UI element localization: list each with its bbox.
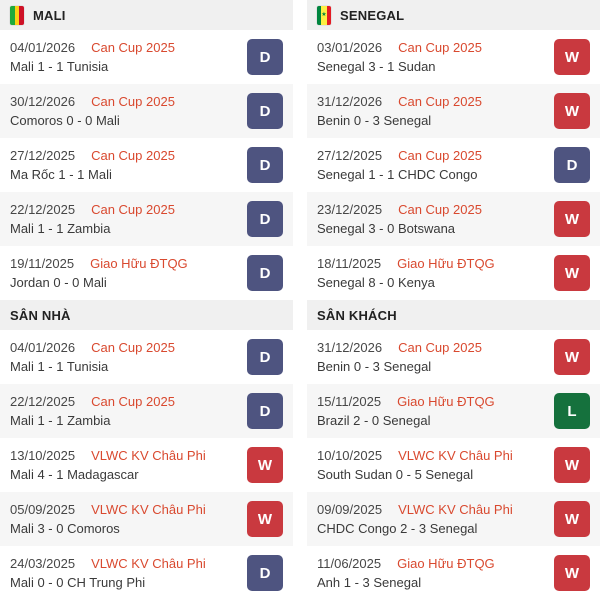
match-score: Comoros 0 - 0 Mali: [10, 113, 120, 128]
result-badge: W: [554, 555, 590, 591]
competition-label[interactable]: Can Cup 2025: [398, 340, 482, 355]
match-date: 15/11/2025: [317, 394, 382, 409]
match-score: Senegal 3 - 0 Botswana: [317, 221, 456, 236]
mali-flag-icon: [10, 6, 24, 25]
match-date: 27/12/2025: [10, 148, 76, 163]
section-header-label: SÂN KHÁCH: [317, 307, 397, 323]
match-score: Mali 3 - 0 Comoros: [10, 521, 120, 536]
result-badge: D: [554, 147, 590, 183]
competition-label[interactable]: Can Cup 2025: [398, 94, 482, 109]
result-badge: L: [554, 393, 590, 429]
competition-label[interactable]: Can Cup 2025: [398, 202, 482, 217]
match-info: [317, 202, 554, 236]
competition-label[interactable]: VLWC KV Châu Phi: [91, 556, 206, 571]
competition-label[interactable]: VLWC KV Châu Phi: [91, 502, 206, 517]
match-row[interactable]: [307, 384, 600, 438]
match-row[interactable]: [307, 192, 600, 246]
section-header-home: [0, 300, 293, 330]
senegal-recent-list: [307, 30, 600, 300]
mali-recent-list: [0, 30, 293, 300]
flag-stripe: [19, 6, 24, 25]
match-info: [10, 394, 247, 428]
match-info: [10, 148, 247, 182]
match-date: 04/01/2026: [10, 340, 76, 355]
match-score: Anh 1 - 3 Senegal: [317, 575, 422, 590]
senegal-column: [307, 0, 600, 600]
flag-star: ★: [321, 12, 327, 18]
match-score: Senegal 1 - 1 CHDC Congo: [317, 167, 478, 182]
match-score: Brazil 2 - 0 Senegal: [317, 413, 431, 428]
match-row[interactable]: [0, 246, 293, 300]
match-date: 13/10/2025: [10, 448, 76, 463]
result-badge: D: [247, 147, 283, 183]
competition-label[interactable]: Can Cup 2025: [91, 40, 175, 55]
competition-label[interactable]: VLWC KV Châu Phi: [91, 448, 206, 463]
match-info: [317, 556, 554, 590]
match-date: 19/11/2025: [10, 256, 75, 271]
match-score: Mali 1 - 1 Tunisia: [10, 59, 109, 74]
match-date: 11/06/2025: [317, 556, 382, 571]
match-info: [10, 256, 247, 290]
team-header-mali: [0, 0, 293, 30]
match-score: Benin 0 - 3 Senegal: [317, 359, 432, 374]
result-badge: W: [554, 201, 590, 237]
team-header-senegal: [307, 0, 600, 30]
match-row[interactable]: [0, 546, 293, 600]
competition-label[interactable]: Can Cup 2025: [91, 148, 175, 163]
match-info: [317, 40, 554, 74]
match-row[interactable]: [307, 546, 600, 600]
match-score: Mali 1 - 1 Tunisia: [10, 359, 109, 374]
result-badge: W: [554, 447, 590, 483]
match-info: [10, 448, 247, 482]
match-date: 31/12/2026: [317, 94, 383, 109]
match-score: Senegal 3 - 1 Sudan: [317, 59, 436, 74]
competition-label[interactable]: Giao Hữu ĐTQG: [397, 256, 495, 271]
match-info: [317, 340, 554, 374]
mali-column: [0, 0, 293, 600]
match-score: CHDC Congo 2 - 3 Senegal: [317, 521, 478, 536]
match-row[interactable]: [307, 330, 600, 384]
competition-label[interactable]: Can Cup 2025: [398, 148, 482, 163]
match-row[interactable]: [307, 246, 600, 300]
match-row[interactable]: [0, 330, 293, 384]
competition-label[interactable]: Can Cup 2025: [91, 94, 175, 109]
match-row[interactable]: [0, 492, 293, 546]
match-score: Mali 1 - 1 Zambia: [10, 221, 111, 236]
match-row[interactable]: [0, 30, 293, 84]
result-badge: D: [247, 201, 283, 237]
match-date: 05/09/2025: [10, 502, 76, 517]
match-date: 22/12/2025: [10, 202, 76, 217]
match-date: 31/12/2026: [317, 340, 383, 355]
senegal-away-list: [307, 330, 600, 600]
section-header-away: [307, 300, 600, 330]
match-row[interactable]: [0, 438, 293, 492]
match-info: [317, 94, 554, 128]
team-name: MALI: [33, 7, 66, 23]
match-score: Benin 0 - 3 Senegal: [317, 113, 432, 128]
match-date: 03/01/2026: [317, 40, 383, 55]
result-badge: D: [247, 39, 283, 75]
match-info: [317, 448, 554, 482]
match-score: Jordan 0 - 0 Mali: [10, 275, 107, 290]
match-row[interactable]: [0, 84, 293, 138]
result-badge: D: [247, 555, 283, 591]
competition-label[interactable]: VLWC KV Châu Phi: [398, 448, 513, 463]
match-row[interactable]: [307, 138, 600, 192]
match-info: [10, 94, 247, 128]
competition-label[interactable]: Can Cup 2025: [91, 394, 175, 409]
result-badge: D: [247, 93, 283, 129]
senegal-flag-icon: [317, 6, 331, 25]
match-row[interactable]: [0, 138, 293, 192]
match-row[interactable]: [0, 384, 293, 438]
match-info: [10, 502, 247, 536]
competition-label[interactable]: Can Cup 2025: [91, 202, 175, 217]
match-info: [317, 148, 554, 182]
match-info: [317, 394, 554, 428]
match-row[interactable]: [307, 84, 600, 138]
match-row[interactable]: [0, 192, 293, 246]
match-date: 09/09/2025: [317, 502, 383, 517]
team-name: SENEGAL: [340, 7, 405, 23]
match-info: [10, 202, 247, 236]
competition-label[interactable]: Giao Hữu ĐTQG: [90, 256, 188, 271]
result-badge: W: [554, 39, 590, 75]
mali-home-list: [0, 330, 293, 600]
match-date: 30/12/2026: [10, 94, 76, 109]
match-score: Senegal 8 - 0 Kenya: [317, 275, 435, 290]
competition-label[interactable]: Can Cup 2025: [91, 340, 175, 355]
match-row[interactable]: [307, 492, 600, 546]
match-date: 27/12/2025: [317, 148, 383, 163]
match-score: Mali 1 - 1 Zambia: [10, 413, 111, 428]
result-badge: W: [247, 501, 283, 537]
match-date: 18/11/2025: [317, 256, 382, 271]
result-badge: W: [554, 339, 590, 375]
match-row[interactable]: [307, 438, 600, 492]
flag-stripe: [327, 6, 331, 25]
result-badge: D: [247, 255, 283, 291]
match-date: 23/12/2025: [317, 202, 383, 217]
competition-label[interactable]: VLWC KV Châu Phi: [398, 502, 513, 517]
match-row[interactable]: [307, 30, 600, 84]
match-score: Mali 0 - 0 CH Trung Phi: [10, 575, 146, 590]
match-info: [317, 256, 554, 290]
match-score: Ma Rốc 1 - 1 Mali: [10, 167, 112, 182]
match-date: 24/03/2025: [10, 556, 76, 571]
competition-label[interactable]: Giao Hữu ĐTQG: [397, 556, 495, 571]
match-date: 22/12/2025: [10, 394, 76, 409]
competition-label[interactable]: Giao Hữu ĐTQG: [397, 394, 495, 409]
match-date: 04/01/2026: [10, 40, 76, 55]
result-badge: W: [247, 447, 283, 483]
match-date: 10/10/2025: [317, 448, 383, 463]
result-badge: W: [554, 93, 590, 129]
match-score: South Sudan 0 - 5 Senegal: [317, 467, 474, 482]
result-badge: D: [247, 339, 283, 375]
match-info: [10, 340, 247, 374]
match-info: [10, 556, 247, 590]
section-header-label: SÂN NHÀ: [10, 307, 71, 323]
result-badge: D: [247, 393, 283, 429]
match-info: [10, 40, 247, 74]
match-score: Mali 4 - 1 Madagascar: [10, 467, 139, 482]
match-info: [317, 502, 554, 536]
result-badge: W: [554, 501, 590, 537]
competition-label[interactable]: Can Cup 2025: [398, 40, 482, 55]
result-badge: W: [554, 255, 590, 291]
